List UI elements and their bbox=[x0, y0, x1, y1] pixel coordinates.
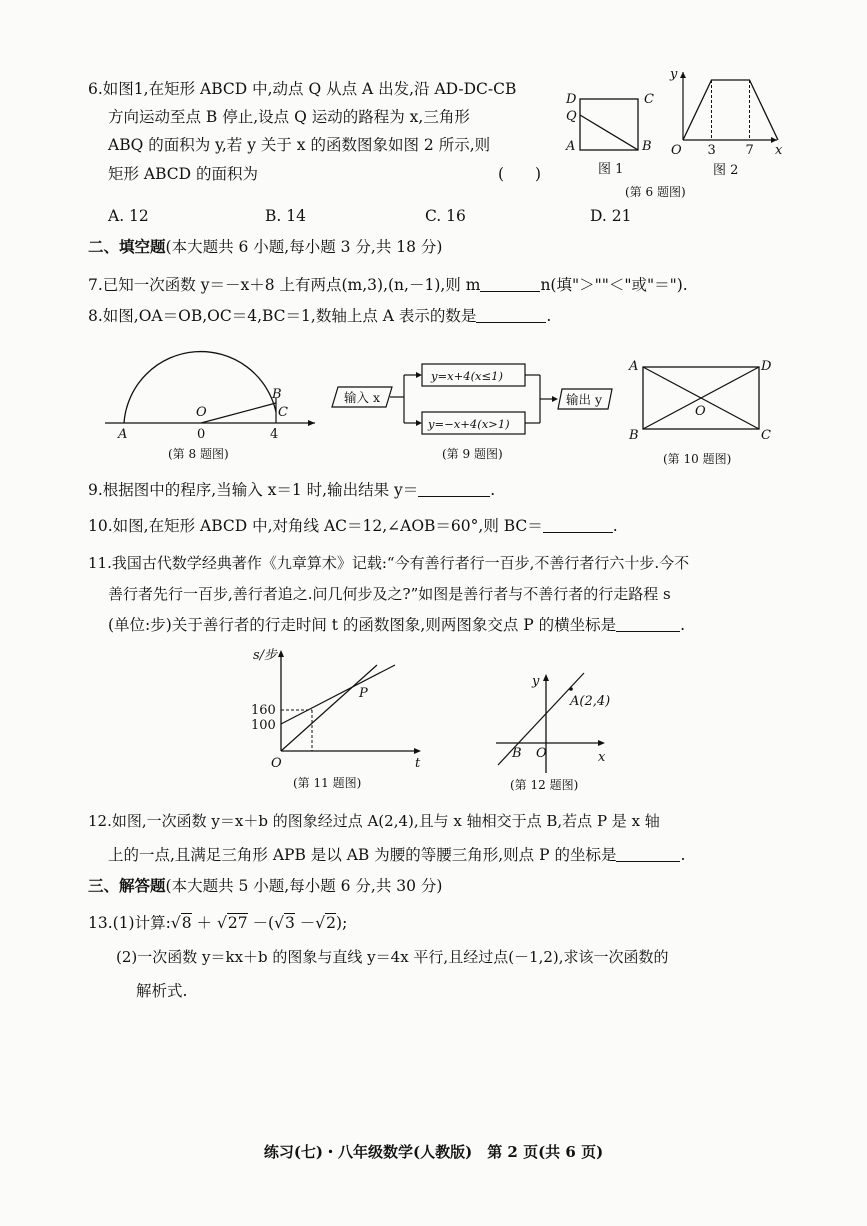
section-2-title: 二、填空题 bbox=[88, 237, 166, 256]
q9-text-before: 9.根据图中的程序,当输入 x＝1 时,输出结果 y＝ bbox=[88, 481, 419, 499]
q6-line-1: 6.如图1,在矩形 ABCD 中,动点 Q 从点 A 出发,沿 AD-DC-CB bbox=[88, 80, 517, 98]
fig9-input-box: 输入 x bbox=[344, 390, 381, 405]
fig12-label-o: O bbox=[536, 746, 547, 761]
fig11-label-p: P bbox=[359, 686, 368, 701]
fig1-label-d: D bbox=[566, 92, 577, 107]
q12-line-1: 12.如图,一次函数 y＝x＋b 的图象经过点 A(2,4),且与 x 轴相交于点 B,若点 P 是 x 轴 bbox=[88, 812, 660, 830]
page-footer: 练习(七)・八年级数学(人教版) 第 2 页(共 6 页) bbox=[263, 1143, 604, 1161]
q8-answer-blank[interactable] bbox=[476, 306, 546, 323]
q6-answer-paren: ( ) bbox=[498, 165, 542, 183]
fig1-caption: 图 1 bbox=[598, 162, 624, 177]
q6-line-2: 方向运动至点 B 停止,设点 Q 运动的路程为 x,三角形 bbox=[108, 108, 470, 126]
q10-figure bbox=[625, 353, 775, 471]
fig1-label-q: Q bbox=[566, 109, 577, 124]
fig10-label-a: A bbox=[629, 359, 639, 374]
section-3-desc: (本大题共 5 小题,每小题 6 分,共 30 分) bbox=[165, 877, 443, 895]
section-3-title: 三、解答题 bbox=[88, 876, 166, 895]
q13-part-2-line-1: (2)一次函数 y＝kx＋b 的图象与直线 y＝4x 平行,且经过点(－1,2),求该一次函数的 bbox=[116, 948, 669, 966]
q6-figure-caption: (第 6 题图) bbox=[625, 185, 686, 199]
q6-line-4: 矩形 ABCD 的面积为 bbox=[108, 165, 259, 183]
q6-option-d: D. 21 bbox=[590, 207, 632, 225]
fig2-tick-3: 3 bbox=[707, 143, 716, 158]
fig1-label-c: C bbox=[644, 92, 654, 107]
q9-answer-blank[interactable] bbox=[418, 480, 490, 497]
fig12-caption: (第 12 题图) bbox=[510, 778, 579, 792]
fig2-caption: 图 2 bbox=[713, 163, 739, 178]
fig11-label-o: O bbox=[271, 756, 282, 771]
q8 bbox=[88, 305, 551, 327]
section-2-desc: (本大题共 6 小题,每小题 3 分,共 18 分) bbox=[165, 238, 443, 256]
section-3-heading bbox=[88, 875, 442, 897]
q11-text-before: (单位:步)关于善行者的行走时间 t 的函数图象,则两图象交点 P 的横坐标是 bbox=[108, 616, 617, 634]
q10-answer-blank[interactable] bbox=[543, 516, 613, 533]
fig8-label-a: A bbox=[118, 427, 128, 442]
fig10-label-c: C bbox=[761, 428, 771, 443]
q9 bbox=[88, 479, 495, 501]
fig2-label-x: x bbox=[775, 143, 783, 158]
fig1-label-a: A bbox=[566, 139, 576, 154]
fig1-label-b: B bbox=[642, 139, 652, 154]
q12-text-before: 上的一点,且满足三角形 APB 是以 AB 为腰的等腰三角形,则点 P 的坐标是 bbox=[108, 846, 617, 864]
q13-part-1: 13.(1)计算:√8 ＋ √27 －(√3 －√2); bbox=[88, 914, 348, 932]
fig8-label-zero: 0 bbox=[197, 427, 206, 442]
sqrt-27: √27 bbox=[216, 914, 248, 932]
fig11-caption: (第 11 题图) bbox=[293, 776, 362, 790]
q11-line-3 bbox=[108, 614, 685, 636]
fig2-label-y: y bbox=[670, 67, 678, 82]
fig12-label-y: y bbox=[532, 674, 540, 689]
q12-text-after: . bbox=[680, 846, 686, 864]
q6-option-a: A. 12 bbox=[108, 207, 149, 225]
fig9-output-box: 输出 y bbox=[566, 392, 603, 407]
fig10-caption: (第 10 题图) bbox=[663, 452, 732, 466]
fig2-tick-7: 7 bbox=[745, 143, 754, 158]
fig8-caption: (第 8 题图) bbox=[168, 447, 229, 461]
fig9-bottom-box: y=−x+4(x>1) bbox=[428, 417, 510, 431]
q10-text-before: 10.如图,在矩形 ABCD 中,对角线 AC＝12,∠AOB＝60°,则 BC＝ bbox=[88, 517, 543, 535]
fig8-label-four: 4 bbox=[270, 427, 279, 442]
q11-line-2: 善行者先行一百步,善行者追之.问几何步及之?”如图是善行者与不善行者的行走路程 s bbox=[108, 585, 671, 603]
sqrt-8: √8 bbox=[170, 914, 192, 932]
fig11-label-160: 160 bbox=[251, 703, 276, 718]
fig10-label-o: O bbox=[695, 404, 706, 419]
fig12-label-x: x bbox=[598, 750, 606, 765]
fig10-label-d: D bbox=[761, 359, 772, 374]
q10-text-after: . bbox=[612, 517, 618, 535]
q7-answer-blank[interactable] bbox=[480, 275, 540, 292]
q13-part-2-line-2: 解析式. bbox=[136, 982, 188, 1000]
q7 bbox=[88, 274, 688, 296]
q9-figure bbox=[330, 355, 620, 465]
q7-text-before: 7.已知一次函数 y＝－x＋8 上有两点(m,3),(n,－1),则 m bbox=[88, 276, 481, 294]
fig9-caption: (第 9 题图) bbox=[442, 447, 503, 461]
q9-text-after: . bbox=[490, 481, 496, 499]
fig9-top-box: y=x+4(x≤1) bbox=[431, 369, 503, 383]
fig2-label-o: O bbox=[671, 143, 682, 158]
q10 bbox=[88, 515, 618, 537]
q8-text-before: 8.如图,OA＝OB,OC＝4,BC＝1,数轴上点 A 表示的数是 bbox=[88, 307, 477, 325]
q6-figure-2 bbox=[665, 68, 785, 180]
fig8-label-o: O bbox=[196, 405, 207, 420]
fig12-label-a: A(2,4) bbox=[570, 694, 611, 709]
q6-figure-1 bbox=[560, 85, 665, 180]
fig8-label-b: B bbox=[272, 387, 282, 402]
q6-line-3: ABQ 的面积为 y,若 y 关于 x 的函数图象如图 2 所示,则 bbox=[108, 136, 491, 154]
fig11-label-100: 100 bbox=[251, 718, 276, 733]
sqrt-3: √3 bbox=[274, 914, 295, 932]
sqrt-2: √2 bbox=[315, 914, 337, 932]
q12-answer-blank[interactable] bbox=[616, 845, 680, 862]
q6-option-b: B. 14 bbox=[265, 207, 306, 225]
q12-line-2 bbox=[108, 844, 685, 866]
q11-answer-blank[interactable] bbox=[616, 615, 680, 632]
fig11-label-t: t bbox=[415, 756, 421, 771]
q8-text-after: . bbox=[546, 307, 552, 325]
fig11-ylabel: s/步 bbox=[253, 648, 278, 663]
q7-text-after: n(填"＞""＜"或"＝"). bbox=[540, 276, 688, 294]
q8-figure bbox=[100, 336, 320, 461]
q11-line-1: 11.我国古代数学经典著作《九章算术》记载:“今有善行者行一百步,不善行者行六十步.今不 bbox=[88, 554, 690, 572]
q11-figure bbox=[245, 645, 435, 795]
fig12-label-b: B bbox=[512, 746, 522, 761]
q6-option-c: C. 16 bbox=[425, 207, 466, 225]
fig2-function-graph bbox=[683, 80, 778, 140]
q11-text-after: . bbox=[680, 616, 686, 634]
fig10-label-b: B bbox=[629, 428, 639, 443]
q12-figure bbox=[490, 665, 630, 795]
section-2-heading bbox=[88, 236, 442, 258]
fig8-label-c: C bbox=[278, 405, 288, 420]
q13-part-1-label: 13.(1)计算: bbox=[88, 914, 171, 932]
